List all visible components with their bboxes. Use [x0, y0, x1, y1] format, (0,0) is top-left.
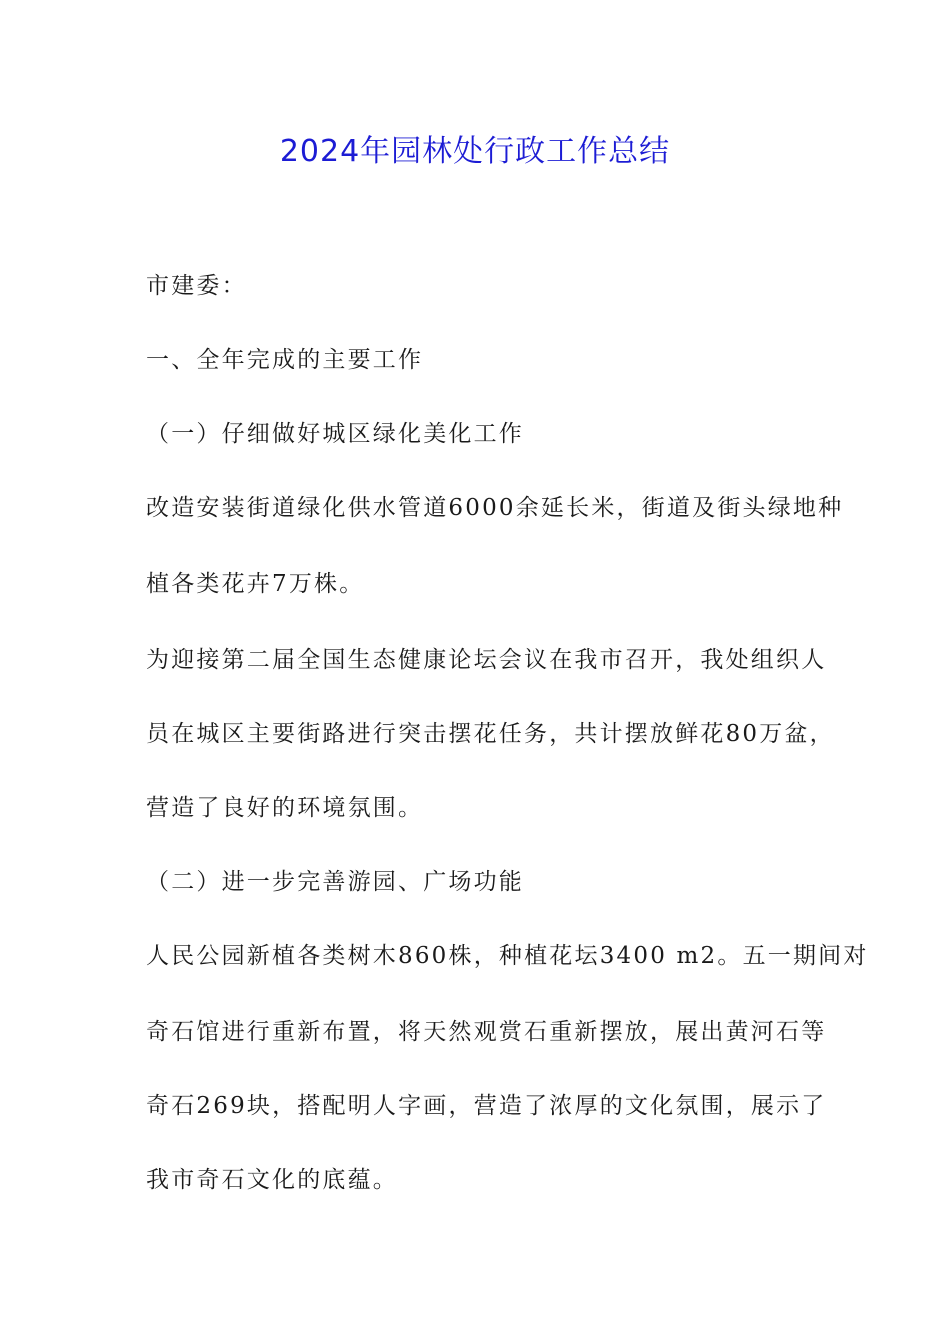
subsection-heading-parks: （二）进一步完善游园、广场功能	[146, 869, 524, 895]
paragraph-3-line-1: 人民公园新植各类树木860株，种植花坛3400 m2。五一期间对	[146, 943, 869, 969]
paragraph-2-line-2: 员在城区主要街路进行突击摆花任务，共计摆放鲜花80万盆，	[146, 721, 835, 747]
paragraph-1-line-1: 改造安装街道绿化供水管道6000余延长米，街道及街头绿地种	[146, 495, 844, 521]
paragraph-3-line-2: 奇石馆进行重新布置，将天然观赏石重新摆放，展出黄河石等	[146, 1019, 827, 1045]
subsection-heading-greening: （一）仔细做好城区绿化美化工作	[146, 421, 524, 447]
paragraph-1-line-2: 植各类花卉7万株。	[146, 571, 365, 597]
paragraph-3-line-3: 奇石269块，搭配明人字画，营造了浓厚的文化氛围，展示了	[146, 1093, 827, 1119]
paragraph-2-line-3: 营造了良好的环境氛围。	[146, 795, 424, 821]
salutation: 市建委：	[146, 273, 247, 299]
document-title: 2024年园林处行政工作总结	[279, 134, 671, 169]
paragraph-2-line-1: 为迎接第二届全国生态健康论坛会议在我市召开，我处组织人	[146, 647, 827, 673]
paragraph-3-line-4: 我市奇石文化的底蕴。	[146, 1167, 398, 1193]
section-heading-main-work: 一、全年完成的主要工作	[146, 347, 424, 373]
